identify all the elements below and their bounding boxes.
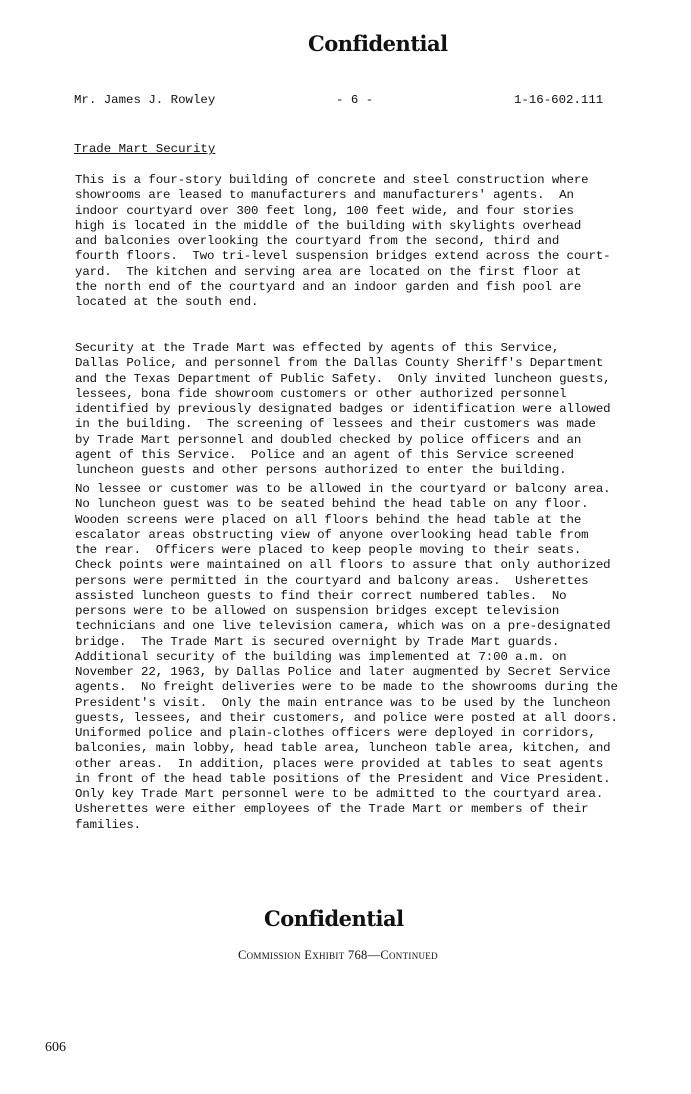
text-line: yard. The kitchen and serving area are located on the first floor at: [75, 264, 582, 279]
text-line: fourth floors. Two tri-level suspension bridges extend across the court-: [75, 249, 611, 264]
text-line: in the building. The screening of lessees and their customers was made: [75, 417, 596, 432]
text-line: Uniformed police and plain-clothes officers were deployed in corridors,: [75, 726, 596, 740]
text-line: identified by previously designated badges or identification were allowed: [75, 402, 611, 416]
confidential-stamp-top: Confidential: [308, 31, 448, 56]
text-line: This is a four-story building of concrete and steel construction where: [75, 173, 589, 187]
text-line: Dallas Police, and personnel from the Dallas County Sheriff's Department: [75, 356, 604, 371]
exhibit-caption: Commission Exhibit 768—Continued: [238, 948, 438, 962]
text-line: luncheon guests and other persons authorized to enter the building.: [75, 463, 567, 477]
text-line: assisted luncheon guests to find their correct numbered tables. No: [75, 588, 567, 603]
text-line: escalator areas obstructing view of anyone overlooking head table from: [75, 527, 589, 542]
text-line: high is located in the middle of the building with skylights overhead: [75, 218, 582, 233]
text-line: Wooden screens were placed on all floors behind the head table at the: [75, 512, 582, 527]
text-line: balconies, main lobby, head table area, luncheon table area, kitchen, and: [75, 741, 611, 756]
text-line: Additional security of the building was implemented at 7:00 a.m. on: [75, 649, 567, 664]
text-line: technicians and one live television camera, which was on a pre-designated: [75, 619, 611, 634]
text-line: President's visit. Only the main entrance was to be used by the luncheon: [75, 695, 611, 710]
text-line: families.: [75, 817, 142, 832]
text-line: other areas. In addition, places were provided at tables to seat agents: [75, 756, 604, 771]
text-line: in front of the head table positions of the President and Vice President.: [75, 771, 611, 786]
text-line: bridge. The Trade Mart is secured overnight by Trade Mart guards.: [75, 634, 560, 649]
addressee: Mr. James J. Rowley: [74, 93, 216, 107]
text-line: No lessee or customer was to be allowed in the courtyard or balcony area.: [75, 482, 611, 496]
confidential-stamp-bottom: Confidential: [264, 906, 404, 931]
text-line: and balconies overlooking the courtyard from the second, third and: [75, 234, 560, 248]
text-line: the rear. Officers were placed to keep people moving to their seats.: [75, 543, 582, 557]
text-line: persons were permitted in the courtyard and balcony areas. Usherettes: [75, 573, 589, 588]
text-line: located at the south end.: [75, 295, 259, 309]
text-line: by Trade Mart personnel and doubled checked by police officers and an: [75, 432, 582, 447]
text-line: lessees, bona fide showroom customers or other authorized personnel: [75, 386, 567, 401]
file-number: 1-16-602.111: [514, 93, 604, 107]
page-number: 606: [45, 1040, 66, 1055]
text-line: Security at the Trade Mart was effected by agents of this Service,: [75, 341, 560, 355]
text-line: agents. No freight deliveries were to be made to the showrooms during the: [75, 680, 618, 695]
text-line: and the Texas Department of Public Safety. Only invited luncheon guests,: [75, 371, 611, 386]
text-line: guests, lessees, and their customers, and police were posted at all doors.: [75, 710, 618, 725]
text-line: No luncheon guest was to be seated behind the head table on any floor.: [75, 497, 589, 512]
text-line: Check points were maintained on all floors to assure that only authorized: [75, 558, 611, 573]
text-line: showrooms are leased to manufacturers and manufacturers' agents. An: [75, 188, 574, 203]
text-line: indoor courtyard over 300 feet long, 100 feet wide, and four stories: [75, 203, 574, 218]
text-line: the north end of the courtyard and an indoor garden and fish pool are: [75, 279, 582, 294]
section-title: Trade Mart Security: [74, 142, 216, 156]
text-line: November 22, 1963, by Dallas Police and later augmented by Secret Service: [75, 665, 611, 679]
text-line: Only key Trade Mart personnel were to be admitted to the courtyard area.: [75, 787, 604, 801]
text-line: Usherettes were either employees of the Trade Mart or members of their: [75, 802, 589, 817]
text-line: persons were to be allowed on suspension bridges except television: [75, 604, 560, 618]
text-line: agent of this Service. Police and an agent of this Service screened: [75, 447, 574, 462]
page-indicator: - 6 -: [336, 93, 374, 107]
